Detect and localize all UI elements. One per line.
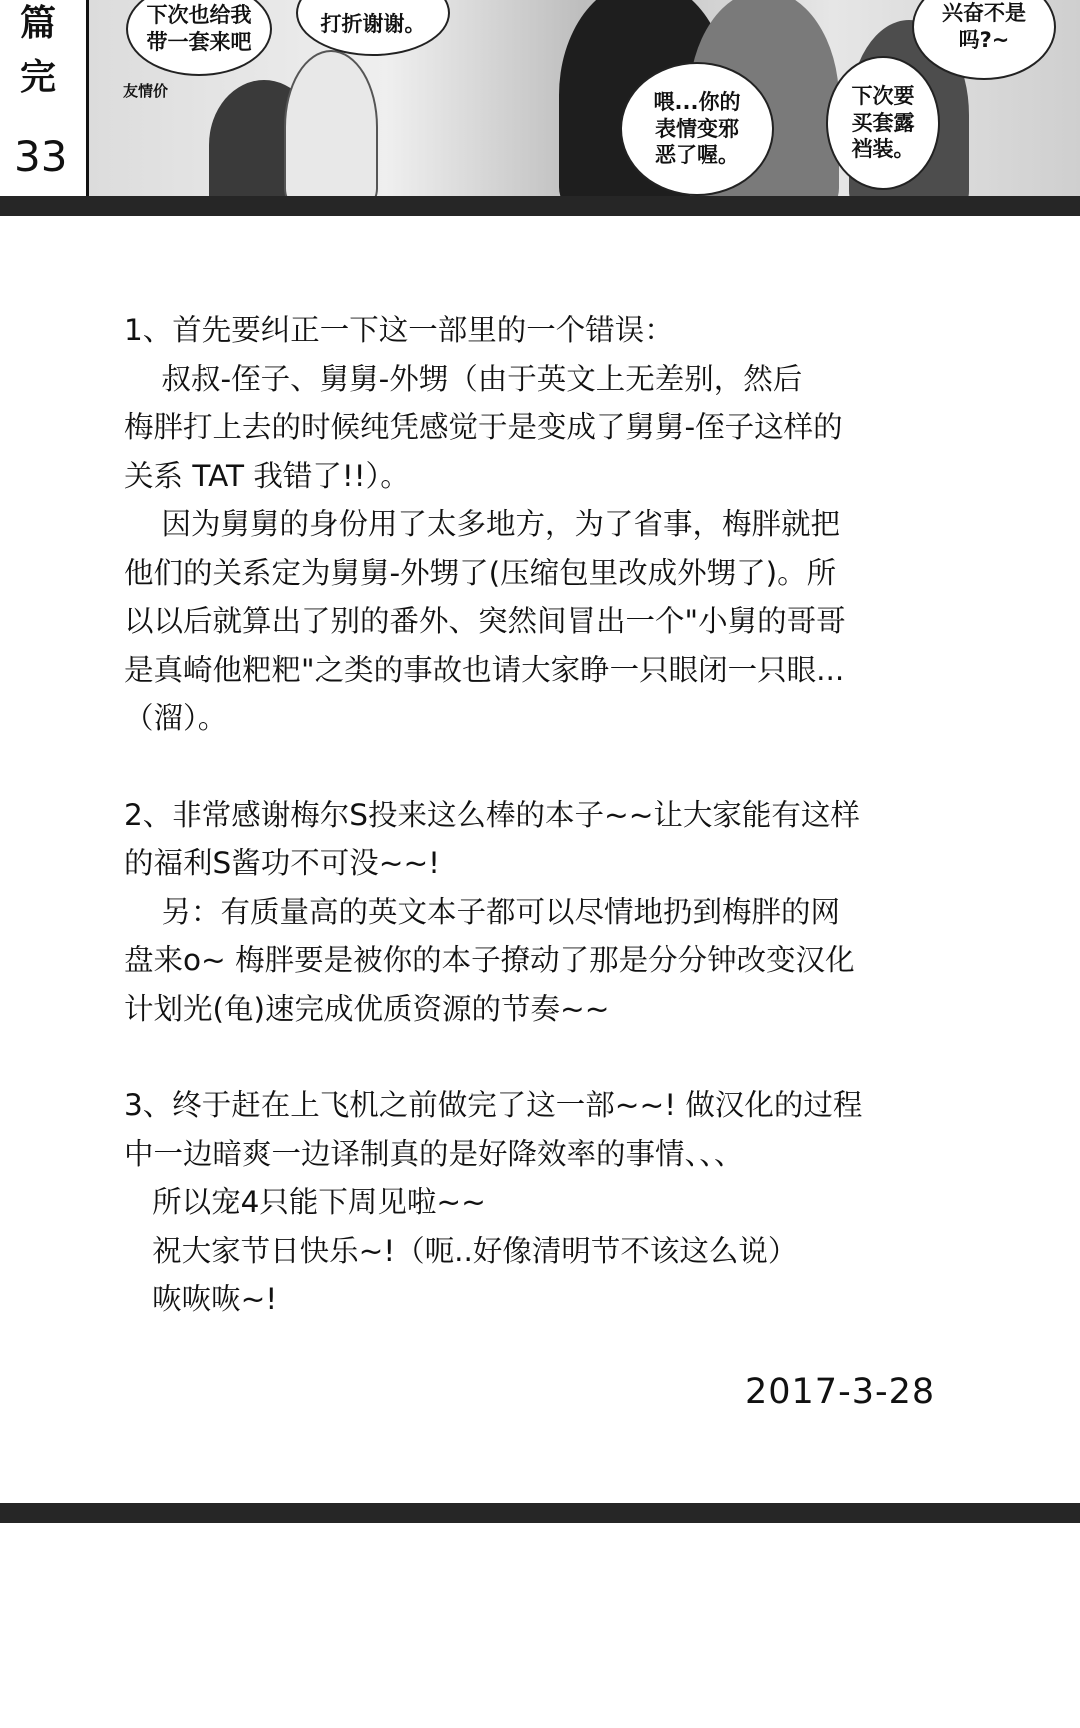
note-line: 关系 TAT 我错了!!）。 (124, 458, 410, 493)
translator-notes (124, 306, 984, 1324)
chapter-side-label (0, 0, 89, 196)
page-number: 33 (14, 132, 68, 181)
note-line: 咴咴咴~! (124, 1282, 278, 1316)
note-line: 梅胖打上去的时候纯凭感觉于是变成了舅舅-侄子这样的 (124, 410, 843, 444)
note-line: 叔叔-侄子、舅舅-外甥（由于英文上无差别，然后 (124, 361, 803, 396)
paragraph-gap (124, 1033, 984, 1081)
manga-panel-strip (0, 0, 1080, 196)
note-line: 他们的关系定为舅舅-外甥了(压缩包里改成外甥了)。所 (124, 555, 837, 590)
top-divider-bar (0, 196, 1080, 216)
speech-bubble-5 (826, 56, 940, 190)
speech-bubble-1-text: 下次也给我 带一套来吧 (146, 3, 252, 54)
note-line: （溜）。 (124, 701, 228, 735)
note-line: 中一边暗爽一边译制真的是好降效率的事情、、、 (124, 1136, 744, 1171)
note-line: 因为舅舅的身份用了太多地方，为了省事，梅胖就把 (124, 507, 841, 541)
speech-bubble-4 (620, 62, 774, 196)
figure-man-light (284, 50, 378, 196)
speech-bubble-5-text: 下次要 买套露 裆装。 (851, 83, 915, 162)
note-line: 2、非常感谢梅尔S投来这么棒的本子~~让大家能有这样 (124, 797, 860, 832)
note-line: 的福利S酱功不可没~~! (124, 846, 440, 880)
bottom-divider-bar (0, 1503, 1080, 1523)
speech-bubble-2-text: 打折谢谢。 (320, 11, 426, 36)
note-line: 以以后就算出了别的番外、突然间冒出一个"小舅的哥哥 (124, 604, 846, 638)
speech-bubble-4-text: 喂...你的 表情变邪 恶了喔。 (653, 89, 741, 168)
note-line: 是真崎他粑粑"之类的事故也请大家睁一只眼闭一只眼... (124, 652, 845, 687)
speech-bubble-3-text: 兴奋不是 吗?~ (942, 1, 1026, 52)
side-char-2: 完 (20, 57, 57, 98)
note-line: 另：有质量高的英文本子都可以尽情地扔到梅胖的网 (124, 894, 841, 929)
note-line: 盘来o~ 梅胖要是被你的本子撩动了那是分分钟改变汉化 (124, 943, 855, 977)
caption-friend-price: 友情价 (123, 82, 169, 100)
note-line: 祝大家节日快乐~!（呃..好像清明节不该这么说） (124, 1233, 798, 1268)
paragraph-gap (124, 743, 984, 791)
note-line: 计划光(龟)速完成优质资源的节奏~~ (124, 991, 610, 1026)
note-line: 所以宠4只能下周见啦~~ (124, 1185, 486, 1219)
note-line: 3、终于赶在上飞机之前做完了这一部~~! 做汉化的过程 (124, 1088, 863, 1122)
note-date: 2017-3-28 (745, 1372, 936, 1412)
note-line: 1、首先要纠正一下这一部里的一个错误： (124, 313, 674, 347)
side-char-1: 篇 (20, 3, 57, 44)
